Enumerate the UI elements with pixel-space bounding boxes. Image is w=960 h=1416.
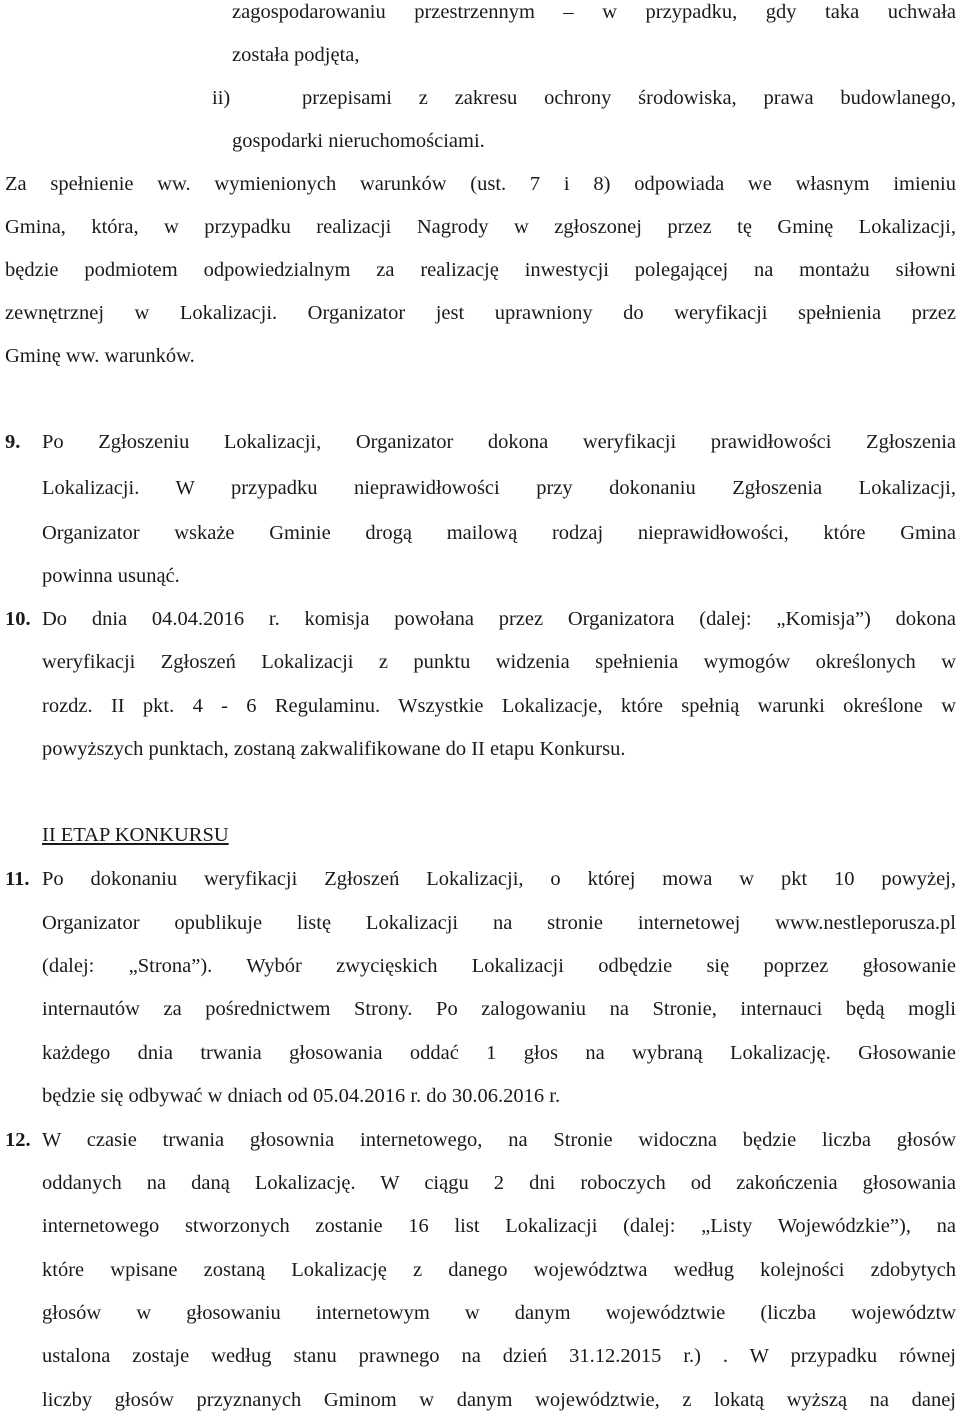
continuation-line-2: została podjęta, bbox=[232, 44, 360, 66]
item-11-line-4: internautów za pośrednictwem Strony. Po zalogowaniu na Stronie, internauci będą mogli bbox=[42, 998, 956, 1020]
item-12-line-2: oddanych na daną Lokalizację. W ciągu 2 dni roboczych od zakończenia głosowania bbox=[42, 1172, 956, 1194]
item-9-line-3: Organizator wskaże Gminie drogą mailową rodzaj nieprawidłowości, które Gmina bbox=[42, 522, 956, 544]
para-tail-line-2: Gmina, która, w przypadku realizacji Nagrody w zgłoszonej przez tę Gminę Lokalizacji, bbox=[5, 216, 956, 238]
item-12-line-5: głosów w głosowaniu internetowym w danym województwie (liczba województw bbox=[42, 1302, 956, 1324]
item-12-line-4: które wpisane zostaną Lokalizację z danego województwa według kolejności zdobytych bbox=[42, 1259, 956, 1281]
item-11-line-2: Organizator opublikuje listę Lokalizacji na stronie internetowej www.nestleporusza.pl bbox=[42, 912, 956, 934]
item-10-line-4: powyższych punktach, zostaną zakwalifikowane do II etapu Konkursu. bbox=[42, 738, 626, 760]
para-tail-line-1: Za spełnienie ww. wymienionych warunków (ust. 7 i 8) odpowiada we własnym imieniu bbox=[5, 173, 956, 195]
item-11-line-1: Po dokonaniu weryfikacji Zgłoszeń Lokalizacji, o której mowa w pkt 10 powyżej, bbox=[42, 868, 956, 890]
item-10-line-3: rozdz. II pkt. 4 - 6 Regulaminu. Wszystkie Lokalizacje, które spełnią warunki określone w bbox=[42, 695, 956, 717]
item-10-number: 10. bbox=[5, 608, 31, 630]
para-tail-line-3: będzie podmiotem odpowiedzialnym za realizację inwestycji polegającej na montażu siłowni bbox=[5, 259, 956, 281]
item-12-line-1: W czasie trwania głosownia internetowego, na Stronie widoczna będzie liczba głosów bbox=[42, 1129, 956, 1151]
item-12-line-7: liczby głosów przyznanych Gminom w danym województwie, z lokatą wyższą na danej bbox=[42, 1389, 956, 1411]
item-ii-marker: ii) bbox=[212, 87, 231, 109]
item-10-line-2: weryfikacji Zgłoszeń Lokalizacji z punktu widzenia spełnienia wymogów określonych w bbox=[42, 651, 956, 673]
item-10-line-1: Do dnia 04.04.2016 r. komisja powołana przez Organizatora (dalej: „Komisja”) dokona bbox=[42, 608, 956, 630]
item-ii-line-1: przepisami z zakresu ochrony środowiska, prawa budowlanego, bbox=[302, 87, 956, 109]
section-heading: II ETAP KONKURSU bbox=[42, 824, 229, 846]
item-9-line-4: powinna usunąć. bbox=[42, 565, 180, 587]
item-11-line-5: każdego dnia trwania głosowania oddać 1 głos na wybraną Lokalizację. Głosowanie bbox=[42, 1042, 956, 1064]
item-11-line-6: będzie się odbywać w dniach od 05.04.2016 r. do 30.06.2016 r. bbox=[42, 1085, 561, 1107]
item-ii-line-2: gospodarki nieruchomościami. bbox=[232, 130, 485, 152]
continuation-line-1: zagospodarowaniu przestrzennym – w przypadku, gdy taka uchwała bbox=[232, 1, 956, 23]
item-12-line-6: ustalona zostaje według stanu prawnego na dzień 31.12.2015 r.) . W przypadku równej bbox=[42, 1345, 956, 1367]
item-12-number: 12. bbox=[5, 1129, 31, 1151]
item-9-number: 9. bbox=[5, 431, 21, 453]
item-11-number: 11. bbox=[5, 868, 30, 890]
item-9-line-1: Po Zgłoszeniu Lokalizacji, Organizator dokona weryfikacji prawidłowości Zgłoszenia bbox=[42, 431, 956, 453]
para-tail-line-4: zewnętrznej w Lokalizacji. Organizator jest uprawniony do weryfikacji spełnienia przez bbox=[5, 302, 956, 324]
para-tail-line-5: Gminę ww. warunków. bbox=[5, 345, 195, 367]
item-11-line-3: (dalej: „Strona”). Wybór zwycięskich Lokalizacji odbędzie się poprzez głosowanie bbox=[42, 955, 956, 977]
item-9-line-2: Lokalizacji. W przypadku nieprawidłowości przy dokonaniu Zgłoszenia Lokalizacji, bbox=[42, 477, 956, 499]
item-12-line-3: internetowego stworzonych zostanie 16 list Lokalizacji (dalej: „Listy Wojewódzkie”), na bbox=[42, 1215, 956, 1237]
